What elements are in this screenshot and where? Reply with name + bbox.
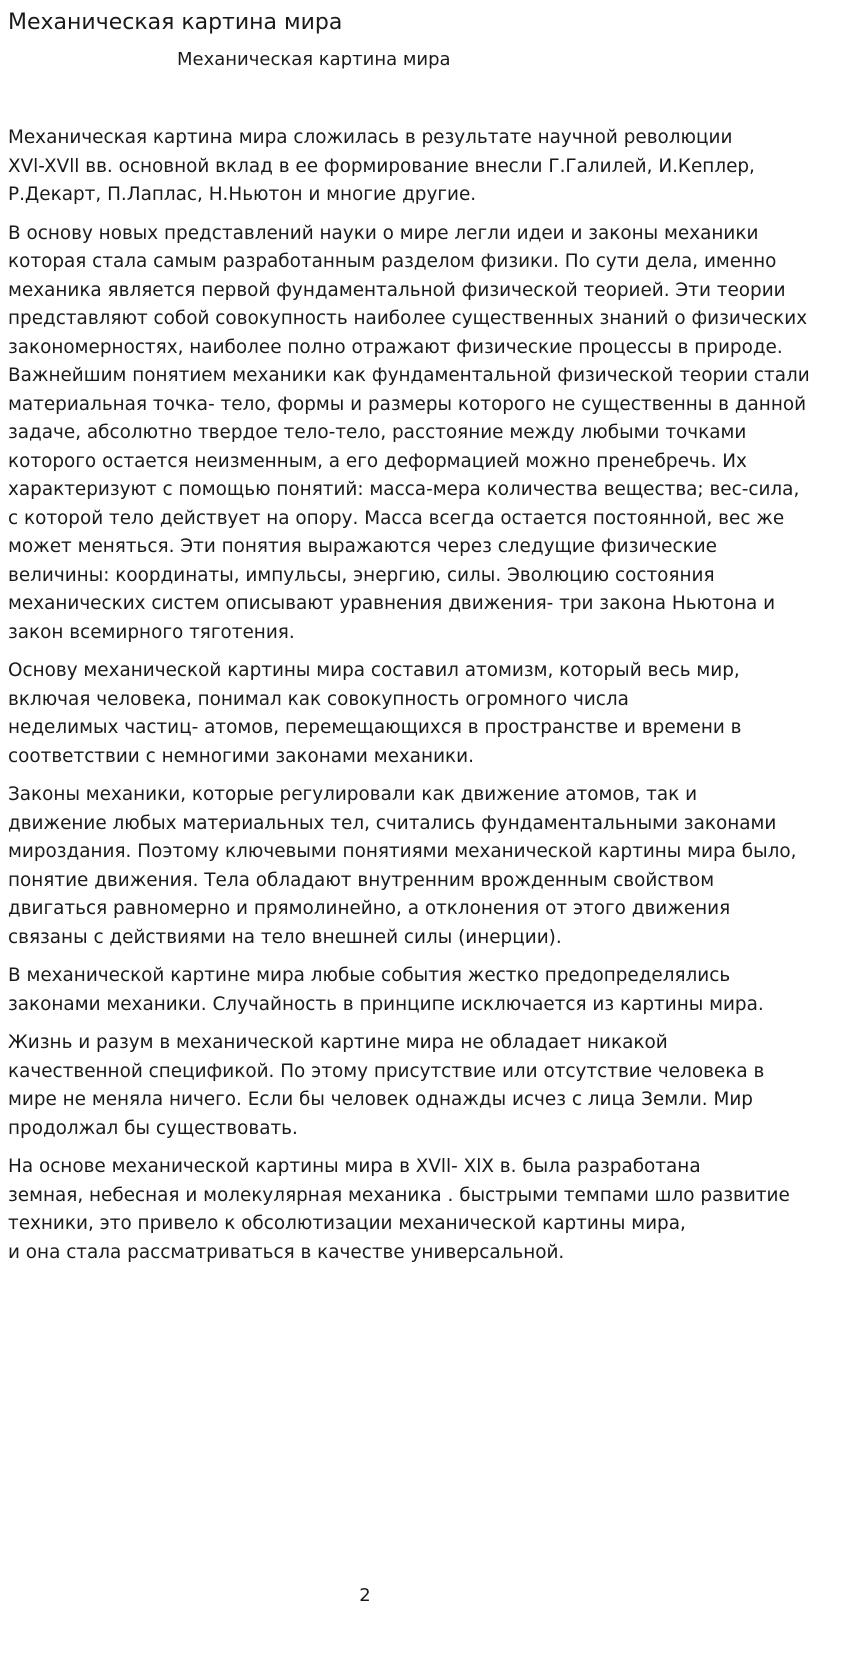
paragraph: В механической картине мира любые события жестко предопределялись законами механики. Случайность в принципе исключается из картины мира.	[8, 965, 764, 1015]
document-subtitle: Механическая картина мира	[177, 49, 451, 70]
page-number: 2	[359, 1585, 371, 1606]
document-title: Механическая картина мира	[8, 10, 343, 35]
paragraph: На основе механической картины мира в XVll- XlX в. была разработана земная, небесная и молекулярная механика . быстрыми темпами шло развитие техники, это привело к обсолютизации механической картины мира, и она стала рассматриваться в качестве универсальной.	[8, 1156, 790, 1263]
article-body	[8, 124, 844, 1277]
paragraph: Основу механической картины мира составил атомизм, который весь мир, включая человека, понимал как совокупность огромного числа неделимых частиц- атомов, перемещающихся в пространстве и времени в соответствии с немногими законами механики.	[8, 660, 742, 767]
paragraph: Законы механики, которые регулировали как движение атомов, так и движение любых материальных тел, считались фундаментальными законами мироздания. Поэтому ключевыми понятиями механической картины мира было, понятие движения. Тела обладают внутренним врожденным свойством двигаться равномерно и прямолинейно, а отклонения от этого движения связаны с действиями на тело внешней силы (инерции).	[8, 784, 797, 948]
paragraph: Жизнь и разум в механической картине мира не обладает никакой качественной спецификой. По этому присутствие или отсутствие человека в мире не меняла ничего. Если бы человек однажды исчез с лица Земли. Мир продолжал бы существовать.	[8, 1032, 765, 1139]
paragraph: В основу новых представлений науки о мире легли идеи и законы механики которая стала самым разработанным разделом физики. По сути дела, именно механика является первой фундаментальной физической теорией. Эти теории представляют собой совокупность наиболее существенных знаний о физических закономерностях, наиболее полно отражают физические процессы в природе. Важнейшим понятием механики как фундаментальной физической теории стали материальная точка- тело, формы и размеры которого не существенны в данной задаче, абсолютно твердое тело-тело, расстояние между любыми точками которого остается неизменным, а его деформацией можно пренебречь. Их характеризуют с помощью понятий: масса-мера количества вещества; вес-сила, с которой тело действует на опору. Масса всегда остается постоянной, вес же может меняться. Эти понятия выражаются через следущие физические величины: координаты, импульсы, энергию, силы. Эволюцию состояния механических систем описывают уравнения движения- три закона Ньютона и закон всемирного тяготения.	[8, 222, 810, 643]
paragraph: Механическая картина мира сложилась в результате научной революции XVl-XVll вв. основной вклад в ее формирование внесли Г.Галилей, И.Кеплер, Р.Декарт, П.Лаплас, Н.Ньютон и многие другие.	[8, 127, 755, 205]
